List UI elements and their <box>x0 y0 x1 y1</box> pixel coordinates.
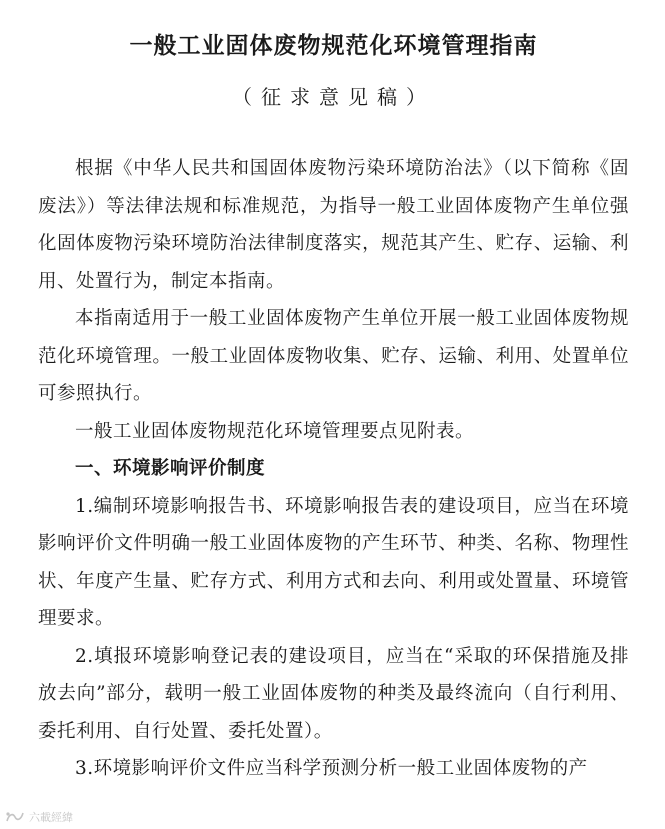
paragraph-basis: 根据《中华人民共和国固体废物污染环境防治法》（以下简称《固废法》）等法律法规和标准规范，为指导一般工业固体废物产生单位强化固体废物污染环境防治法律制度落实，规范其产生、贮存、运输、利用、处置行为，制定本指南。 <box>38 158 629 292</box>
watermark <box>4 809 73 825</box>
watermark-text: 六載經緯 <box>29 811 73 824</box>
section-item: 1.编制环境影响报告书、环境影响报告表的建设项目，应当在环境影响评价文件明确一般工业固体废物的产生环节、种类、名称、物理性状、年度产生量、贮存方式、利用方式和去向、利用或处置量、环境管理要求。 <box>38 495 629 629</box>
document-title: 一般工业固体废物规范化环境管理指南 <box>129 33 538 59</box>
watermark-logo-icon <box>4 810 26 824</box>
document-subtitle: （征求意见稿） <box>232 85 435 109</box>
document-body <box>38 150 629 788</box>
section-item: 2.填报环境影响登记表的建设项目，应当在“采取的环保措施及排放去向”部分，载明一般工业固体废物的种类及最终流向（自行利用、委托利用、自行处置、委托处置）。 <box>38 645 629 742</box>
section-item: 3.环境影响评价文件应当科学预测分析一般工业固体废物的产 <box>75 758 588 779</box>
paragraph-scope: 本指南适用于一般工业固体废物产生单位开展一般工业固体废物规范化环境管理。一般工业固体废物收集、贮存、运输、利用、处置单位可参照执行。 <box>38 308 629 404</box>
paragraph-annex-note: 一般工业固体废物规范化环境管理要点见附表。 <box>75 420 475 442</box>
section-heading: 一、环境影响评价制度 <box>75 458 266 479</box>
